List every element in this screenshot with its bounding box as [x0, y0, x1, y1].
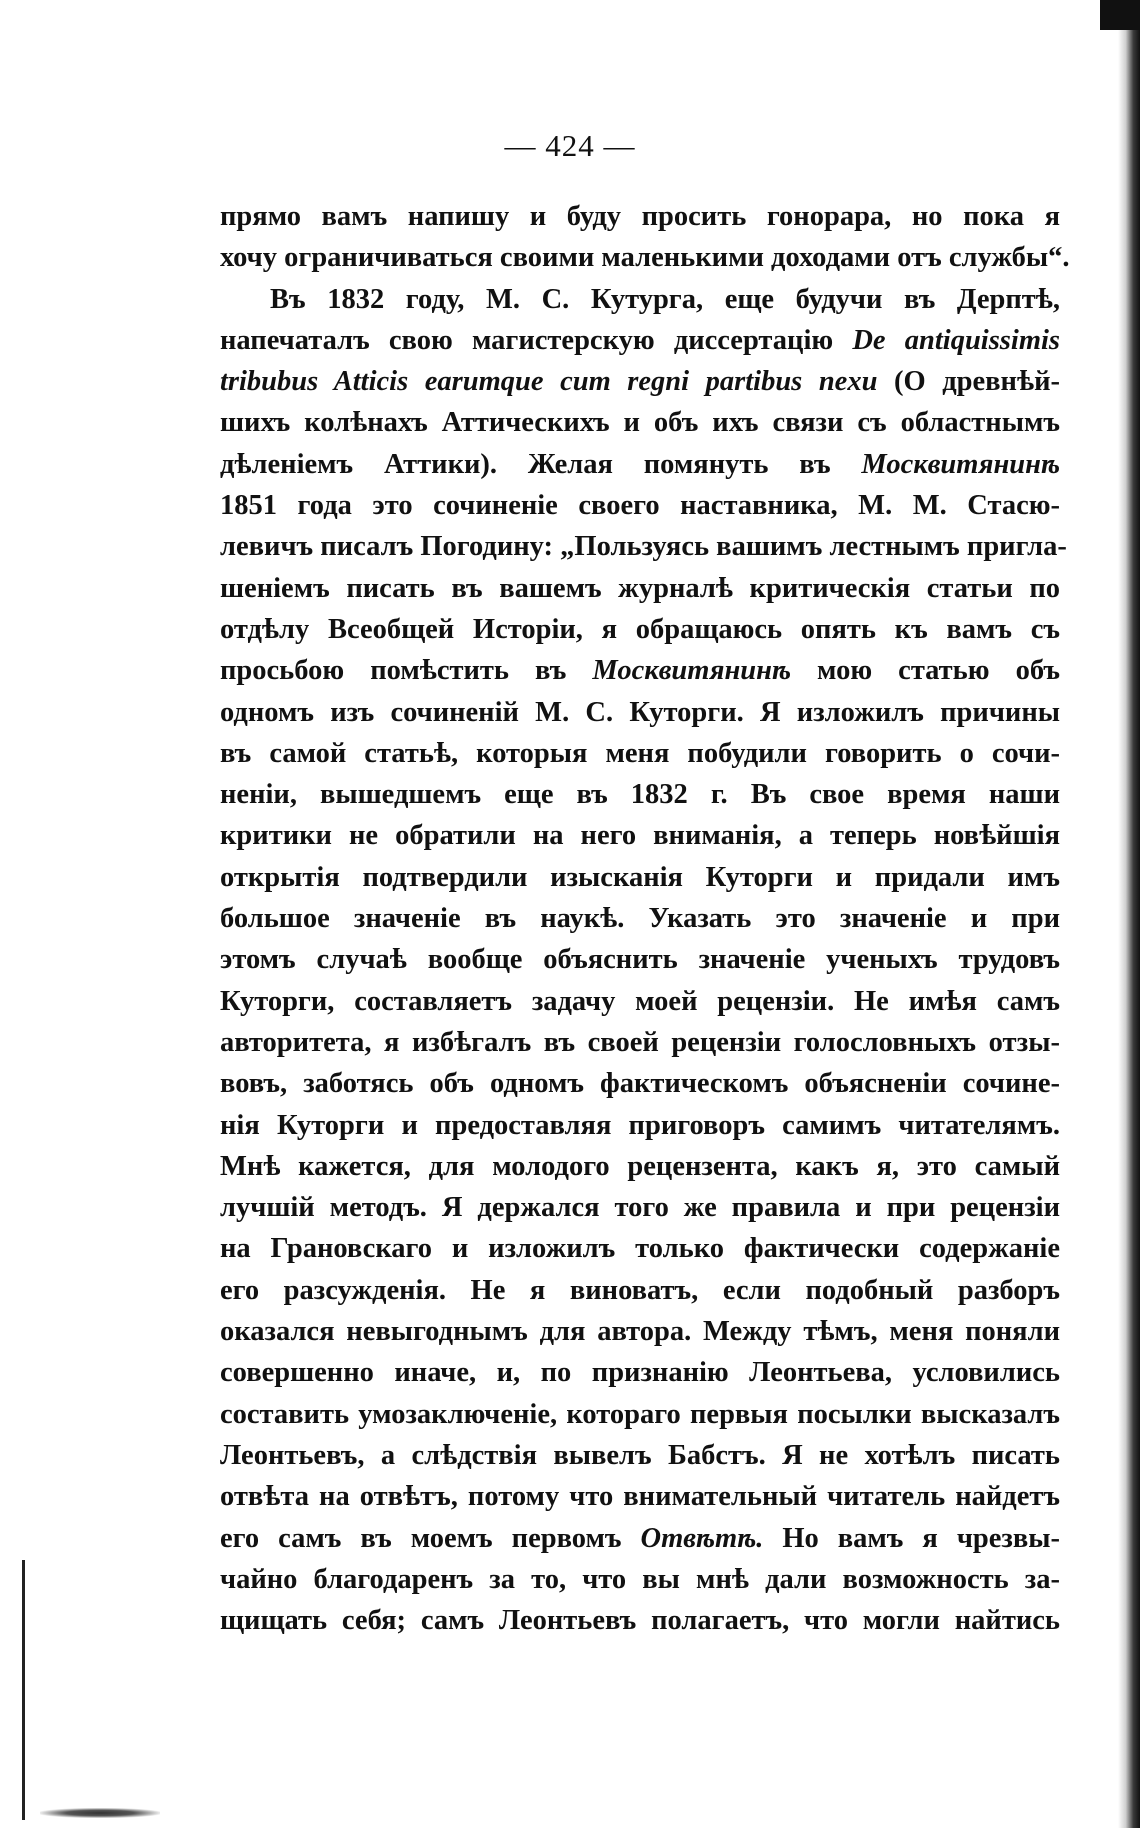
- text-line: [220, 609, 1060, 650]
- line-text: Въ 1832 году, М. С. Кутурга, еще будучи въ Дерптѣ,: [270, 283, 1060, 315]
- line-text: Леонтьевъ, а слѣдствія вывелъ Бабстъ. Я не хотѣлъ писать: [220, 1439, 1060, 1471]
- line-text: на Грановскаго и изложилъ только фактически содержаніе: [220, 1233, 1060, 1265]
- text-line: [220, 1187, 1060, 1228]
- line-text: этомъ случаѣ вообще объяснить значеніе ученыхъ трудовъ: [220, 944, 1060, 976]
- line-text: одномъ изъ сочиненій М. С. Куторги. Я изложилъ причины: [220, 696, 1060, 728]
- text-line: [220, 1600, 1060, 1641]
- italic-text: Отвѣтѣ.: [640, 1522, 764, 1554]
- scan-corner-shadow: [1100, 0, 1140, 30]
- text-line: [220, 1228, 1060, 1269]
- line-text: прямо вамъ напишу и буду просить гонорара, но пока я: [220, 201, 1060, 232]
- text-line: [220, 526, 1067, 567]
- text-line: [220, 1146, 1060, 1187]
- line-text: шеніемъ писать въ вашемъ журналѣ критическія статьи по: [220, 572, 1060, 604]
- body-text: [220, 196, 1070, 1641]
- line-text: открытія подтвердили изысканія Куторги и придали имъ: [220, 861, 1060, 893]
- line-text: лучшій методъ. Я держался того же правила и при рецензіи: [220, 1192, 1060, 1224]
- line-text: чайно благодаренъ за то, что вы мнѣ дали возможность за-: [220, 1563, 1060, 1595]
- italic-text: De antiquissimis: [852, 324, 1060, 356]
- line-text: составить умозаключеніе, котораго первыя посылки высказалъ: [220, 1398, 1060, 1430]
- line-text: шихъ колѣнахъ Аттическихъ и объ ихъ связи съ областнымъ: [220, 407, 1060, 439]
- text-line: [220, 692, 1060, 733]
- italic-text: Москвитянинѣ: [592, 655, 791, 687]
- line-text: совершенно иначе, и, по признанію Леонтьева, условились: [220, 1357, 1060, 1389]
- text-line: [220, 815, 1060, 856]
- text-line: [220, 1270, 1060, 1311]
- italic-text: tribubus Atticis earumque cum regni partibus nexu: [220, 366, 878, 398]
- text-line: [220, 1559, 1060, 1600]
- text-line: [220, 568, 1060, 609]
- text-line: [220, 1105, 1060, 1146]
- text-line: [220, 650, 1060, 691]
- line-text: большое значеніе въ наукѣ. Указать это значеніе и при: [220, 903, 1060, 935]
- text-line: [220, 898, 1060, 939]
- line-text: (О древнѣй-: [877, 366, 1060, 398]
- line-text: нія Куторги и предоставляя приговоръ самимъ читателямъ.: [220, 1109, 1060, 1141]
- text-line: [220, 1063, 1060, 1104]
- text-line: [220, 485, 1060, 526]
- line-text: напечаталъ свою магистерскую диссертацію: [220, 324, 853, 356]
- text-line: [220, 196, 1060, 237]
- line-text: въ самой статьѣ, которыя меня побудили говорить о сочи-: [220, 737, 1060, 769]
- scan-left-edge-line: [22, 1560, 25, 1820]
- line-text: критики не обратили на него вниманія, а теперь новѣйшія: [220, 820, 1060, 852]
- text-line: [220, 361, 1060, 402]
- line-text: левичъ писалъ Погодину: „Пользуясь вашимъ лестнымъ пригла-: [220, 531, 1067, 563]
- text-line: [220, 1435, 1060, 1476]
- text-line: [220, 444, 1060, 485]
- line-text: дѣленіемъ Аттики). Желая помянуть въ: [220, 448, 862, 480]
- scan-smudge: [40, 1808, 160, 1818]
- scan-binding-shadow: [1118, 0, 1140, 1828]
- line-text: 1851 года это сочиненіе своего наставника, М. М. Стасю-: [220, 490, 1060, 522]
- page-number: — 424 —: [504, 128, 636, 163]
- text-line: [220, 1022, 1060, 1063]
- text-line: [220, 774, 1060, 815]
- text-line: [220, 939, 1060, 980]
- text-line: [220, 1352, 1060, 1393]
- italic-text: Москвитянинѣ: [861, 448, 1060, 480]
- line-text: вовъ, заботясь объ одномъ фактическомъ объясненіи сочине-: [220, 1068, 1060, 1100]
- text-line: [220, 320, 1060, 361]
- text-line: [220, 1311, 1060, 1352]
- line-text: авторитета, я избѣгалъ въ своей рецензіи голословныхъ отзы-: [220, 1026, 1060, 1058]
- text-line: [220, 1518, 1060, 1559]
- text-line: [220, 237, 1070, 278]
- line-text: его разсужденія. Не я виноватъ, если подобный разборъ: [220, 1274, 1060, 1306]
- line-text: хочу ограничиваться своими маленькими доходами отъ службы“.: [220, 242, 1070, 274]
- line-text: неніи, вышедшемъ еще въ 1832 г. Въ свое время наши: [220, 779, 1060, 811]
- line-text: мою статью объ: [790, 655, 1060, 687]
- text-line: [220, 402, 1060, 443]
- line-text: отдѣлу Всеобщей Исторіи, я обращаюсь опять къ вамъ съ: [220, 613, 1060, 645]
- line-text: оказался невыгоднымъ для автора. Между тѣмъ, меня поняли: [220, 1316, 1060, 1348]
- line-text: Мнѣ кажется, для молодого рецензента, какъ я, это самый: [220, 1150, 1060, 1182]
- line-text: отвѣта на отвѣтъ, потому что внимательный читатель найдетъ: [220, 1481, 1060, 1513]
- line-text: Но вамъ я чрезвы-: [763, 1522, 1060, 1554]
- text-line: [220, 1476, 1060, 1517]
- text-line: [220, 733, 1060, 774]
- line-text: Куторги, составляетъ задачу моей рецензіи. Не имѣя самъ: [220, 985, 1060, 1017]
- text-line: [220, 857, 1060, 898]
- line-text: его самъ въ моемъ первомъ: [220, 1522, 641, 1554]
- text-line: [220, 981, 1060, 1022]
- line-text: щищать себя; самъ Леонтьевъ полагаетъ, что могли найтись: [220, 1605, 1060, 1637]
- text-line: [220, 1394, 1060, 1435]
- text-line: [220, 279, 1060, 320]
- line-text: просьбою помѣстить въ: [220, 655, 593, 687]
